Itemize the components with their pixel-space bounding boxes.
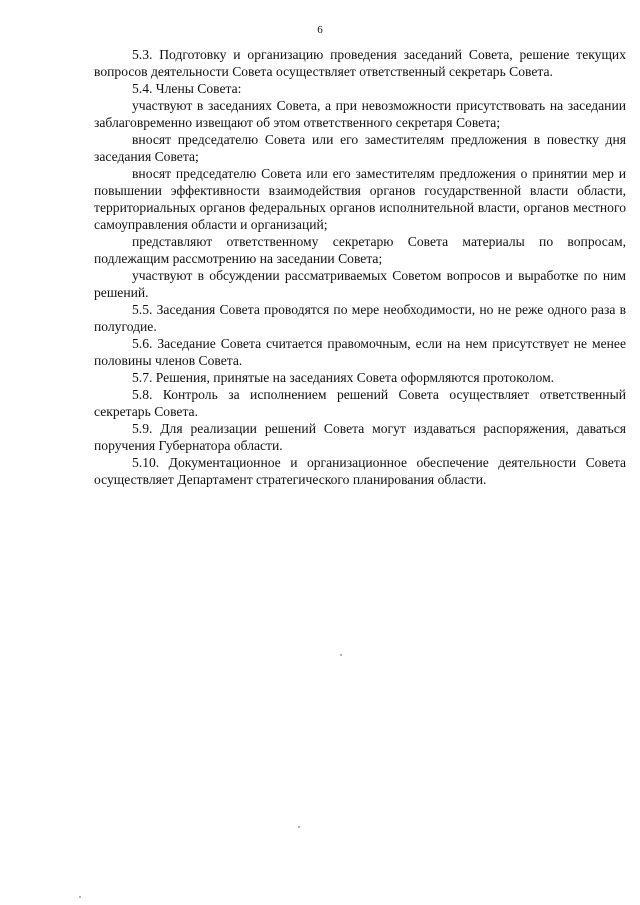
paragraph-5-4-heading: 5.4. Члены Совета: [132, 81, 242, 96]
paragraph-5-8: 5.8. Контроль за исполнением решений Совета осуществляет ответственный секретарь Совета. [94, 387, 626, 419]
paragraph-5-10: 5.10. Документационное и организационное обеспечение деятельности Совета осуществляет Департамент стратегического планирования области. [94, 455, 626, 487]
paragraph-5-4-item-1: участвуют в заседаниях Совета, а при невозможности присутствовать на заседании заблаговременно извещают об этом ответственного секретаря Совета; [94, 98, 626, 130]
paragraph-5-9: 5.9. Для реализации решений Совета могут издаваться распоряжения, даваться поручения Губернатора области. [94, 421, 626, 453]
paragraph-5-4-item-5: участвуют в обсуждении рассматриваемых Советом вопросов и выработке по ним решений. [94, 268, 626, 300]
page-number: 6 [317, 24, 323, 36]
scan-speck [340, 654, 342, 656]
paragraph-5-4-item-3: вносят председателю Совета или его заместителям предложения о принятии мер и повышении эффективности взаимодействия органов государственной власти области, территориальных органов федеральных органов исполнительной власти, органов местного самоуправления области и организаций; [94, 166, 626, 232]
paragraph-5-5: 5.5. Заседания Совета проводятся по мере необходимости, но не реже одного раза в полугодие. [94, 302, 626, 334]
scan-speck [298, 826, 300, 828]
scan-speck [79, 896, 81, 898]
paragraph-5-6: 5.6. Заседание Совета считается правомочным, если на нем присутствует не менее половины членов Совета. [94, 336, 626, 368]
paragraph-5-7: 5.7. Решения, принятые на заседаниях Совета оформляются протоколом. [132, 370, 555, 385]
paragraph-5-3: 5.3. Подготовку и организацию проведения заседаний Совета, решение текущих вопросов деятельности Совета осуществляет ответственный секретарь Совета. [94, 47, 626, 79]
paragraph-5-4-item-2: вносят председателю Совета или его заместителям предложения в повестку дня заседания Совета; [94, 132, 626, 164]
paragraph-5-4-item-4: представляют ответственному секретарю Совета материалы по вопросам, подлежащим рассмотрению на заседании Совета; [94, 234, 626, 266]
document-body [94, 46, 626, 488]
